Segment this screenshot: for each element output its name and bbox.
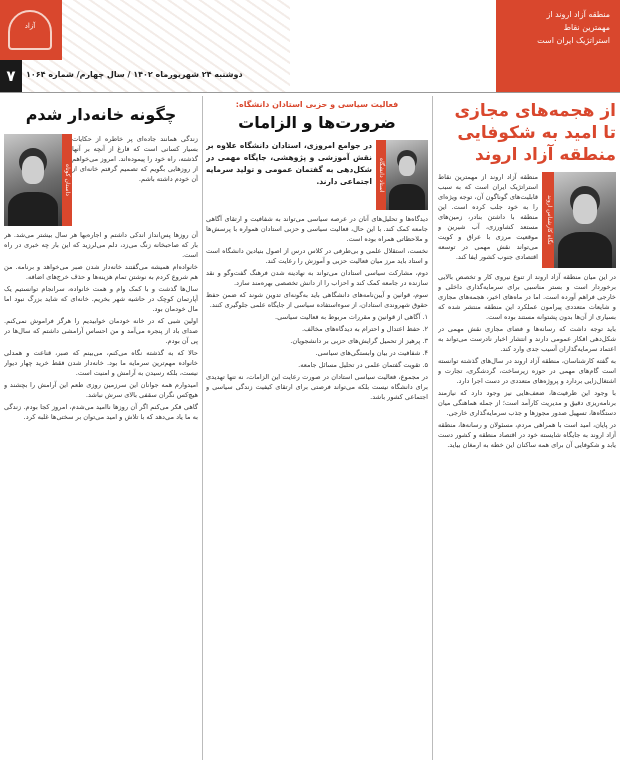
article-paragraph: حالا که به گذشته نگاه می‌کنم، می‌بینم که صبر، قناعت و همدلی خانواده مهم‌ترین سرمایه ما بود. خانه‌دار شدن فقط خرید چهار دیوار نیست، بلکه رسیدن به آرامش و امنیت است.: [4, 349, 198, 377]
article-title: [438, 100, 616, 166]
article-paragraph: سوم، قوانین و آیین‌نامه‌های دانشگاهی باید به‌گونه‌ای تدوین شوند که ضمن حفظ حقوق شهروندی استادان، از سوءاستفاده سیاسی از جایگاه علمی جلوگیری کنند.: [206, 291, 428, 309]
masthead-text: [510, 8, 610, 47]
article-paragraph: به گفته کارشناسان، منطقه آزاد اروند در سال‌های گذشته توانسته است گام‌های مهمی در حوزه زیرساخت، گردشگری، تجارت و اشتغال‌زایی بردارد و پروژه‌های متعددی در دست اجرا دارد.: [438, 357, 616, 385]
logo-emblem: آزاد: [8, 10, 52, 50]
article-left: [4, 96, 198, 760]
article-lede: در جوامع امروزی، استادان دانشگاه علاوه بر نقش آموزشی و پژوهشی، جایگاه مهمی در شکل‌دهی به گفتمان عمومی و تولید سرمایه اجتماعی دارند.: [206, 141, 372, 186]
article-middle: [206, 96, 428, 760]
article-kicker: فعالیت سیاسی و حزبی استادان دانشگاه:: [235, 100, 399, 109]
article-list-item: ۵. تقویت گفتمان علمی در تحلیل مسائل جامعه.: [298, 361, 428, 369]
article-right: [438, 96, 616, 760]
author-photo: [554, 172, 616, 268]
article-paragraph: نخست، استقلال علمی و بی‌طرفی در کلاس درس از اصول بنیادین دانشگاه است و استاد باید مرز میان فعالیت حزبی و آموزش را رعایت کند.: [206, 247, 428, 265]
photo-caption: نگاه کارشناس اروند: [542, 172, 554, 268]
column-divider: [202, 96, 203, 760]
dateline: دوشنبه ۲۴ شهریورماه ۱۴۰۲ / سال چهارم/ شماره ۱۰۶۴: [26, 70, 243, 79]
photo-caption: استاد دانشگاه: [376, 140, 386, 210]
column-divider: [432, 96, 433, 760]
masthead-line: منطقه آزاد اروند از: [546, 10, 610, 19]
article-paragraph: با وجود این ظرفیت‌ها، ضعف‌هایی نیز وجود دارد که نیازمند برنامه‌ریزی دقیق و مدیریت کارآمد است؛ از جمله هماهنگی میان دستگاه‌ها، تسهیل صدور مجوزها و جذب سرمایه‌گذاری خارجی.: [438, 389, 616, 417]
article-title: چگونه خانه‌دار شدم: [25, 105, 177, 124]
page-number: ۷: [0, 60, 22, 92]
article-paragraph: دوم، مشارکت سیاسی استادان می‌تواند به نهادینه شدن فرهنگ گفت‌وگو و نقد سازنده در جامعه کمک کند و احزاب را از دانش تخصصی بهره‌مند سازد.: [206, 269, 428, 287]
article-paragraph: اولین شبی که در خانه خودمان خوابیدیم را هرگز فراموش نمی‌کنم. صدای باد از پنجره می‌آمد و من احساس آرامشی داشتم که سال‌ها در پی آن بودم.: [4, 317, 198, 345]
article-paragraph: آن روزها پس‌انداز اندکی داشتم و اجاره‌بها هر سال بیشتر می‌شد. هر بار که صاحبخانه زنگ می‌زد، دلم می‌لرزید که این بار چه خبری در راه است.: [4, 231, 198, 259]
masthead-line: استراتژیک ایران است: [537, 36, 610, 45]
page-header: [0, 0, 620, 92]
article-photo-row: [438, 172, 616, 268]
article-title: ضرورت‌ها و الزامات: [238, 113, 396, 132]
article-paragraph: دیدگاه‌ها و تحلیل‌های آنان در عرصه سیاسی می‌تواند به شفافیت و ارتقای آگاهی جامعه کمک کند. با این حال، فعالیت سیاسی و حزبی استادان همواره با پرسش‌ها و ملاحظاتی همراه بوده است.: [206, 215, 428, 243]
article-paragraph: در پایان، امید است با همراهی مردم، مسئولان و رسانه‌ها، منطقه آزاد اروند به جایگاه شایسته خود در اقتصاد منطقه و کشور دست یابد و شکوفایی آن برای همه ساکنان این خطه به ارمغان بیاید.: [438, 421, 616, 449]
masthead-line: مهمترین نقاط: [563, 23, 610, 32]
author-photo: [4, 134, 62, 226]
article-paragraph: منطقه آزاد اروند از مهمترین نقاط استراتژیک ایران است که به سبب قابلیت‌های گوناگون آن، توجه ویژه‌ای را به خود جلب کرده است. این منطقه با داشتن بنادر، زمین‌های مستعد کشاورزی، آب شیرین و موقعیت مرزی با عراق و کویت می‌تواند نقش مهمی در توسعه اقتصادی جنوب کشور ایفا کند.: [438, 173, 538, 261]
article-photo-row: [4, 134, 198, 226]
article-list-item: ۱. آگاهی از قوانین و مقررات مربوط به فعالیت سیاسی.: [275, 313, 428, 321]
article-paragraph: سال‌ها گذشت و با کمک وام و همت خانواده، سرانجام توانستیم یک آپارتمان کوچک در حاشیه شهر بخریم. خانه‌ای که شاید بزرگ نبود اما مال خودمان بود.: [4, 285, 198, 313]
header-divider: [0, 92, 620, 93]
title-line: از هجمه‌های مجازی: [454, 101, 616, 121]
masthead-block: [496, 0, 620, 92]
article-list-item: ۳. پرهیز از تحمیل گرایش‌های حزبی بر دانشجویان.: [290, 337, 428, 345]
article-list-item: ۴. شفافیت در بیان وابستگی‌های سیاسی.: [315, 349, 428, 357]
author-photo: [386, 140, 428, 210]
photo-caption: داستان کوتاه: [62, 134, 72, 226]
article-paragraph: در مجموع، فعالیت سیاسی استادان در صورت رعایت این الزامات، نه تنها تهدیدی برای دانشگاه نیست بلکه می‌تواند فرصتی برای ارتقای کیفیت زندگی سیاسی و اجتماعی کشور باشد.: [206, 373, 428, 401]
title-line: تا امید به شکوفایی: [457, 123, 616, 143]
title-line: منطقه آزاد اروند: [475, 145, 616, 165]
article-paragraph: امیدوارم همه جوانان این سرزمین روزی طعم این آرامش را بچشند و هیچ‌کس نگران سقفی بالای سرش نباشد.: [4, 381, 198, 399]
article-list-item: ۲. حفظ اعتدال و احترام به دیدگاه‌های مخالف.: [301, 325, 428, 333]
article-paragraph: باید توجه داشت که رسانه‌ها و فضای مجازی نقش مهمی در شکل‌دهی افکار عمومی دارند و انتشار اخبار نادرست می‌تواند به اعتماد سرمایه‌گذاران آسیب جدی وارد کند.: [438, 325, 616, 353]
article-paragraph: زندگی همانند جاده‌ای پر خاطره از حکایات بسیار کسانی است که فارغ از آنچه بر آنها گذشته، راه خود را پیموده‌اند. امروز می‌خواهم از روزهایی بگویم که تصمیم گرفتم خانه‌ای از آن خودم داشته باشم.: [72, 135, 198, 183]
article-lede-row: [206, 140, 428, 210]
article-paragraph: در این میان منطقه آزاد اروند از تنوع نیروی کار و تخصص بالایی برخوردار است و بستر مناسبی برای سرمایه‌گذاری داخلی و خارجی فراهم آورده است. اما در ماه‌های اخیر، هجمه‌های مجازی و شایعات متعددی پیرامون عملکرد این منطقه منتشر شده که بسیاری از آن‌ها بدون پشتوانه مستند بوده است.: [438, 273, 616, 321]
article-paragraph: خانواده‌ام همیشه می‌گفتند خانه‌دار شدن صبر می‌خواهد و برنامه. من هم شروع کردم به نوشتن تمام هزینه‌ها و حذف خرج‌های اضافه.: [4, 263, 198, 281]
newspaper-logo: [0, 0, 62, 60]
article-paragraph: گاهی فکر می‌کنم اگر آن روزها ناامید می‌شدم، امروز کجا بودم. زندگی به ما یاد می‌دهد که با تلاش و امید می‌توان بر سختی‌ها غلبه کرد.: [4, 403, 198, 421]
